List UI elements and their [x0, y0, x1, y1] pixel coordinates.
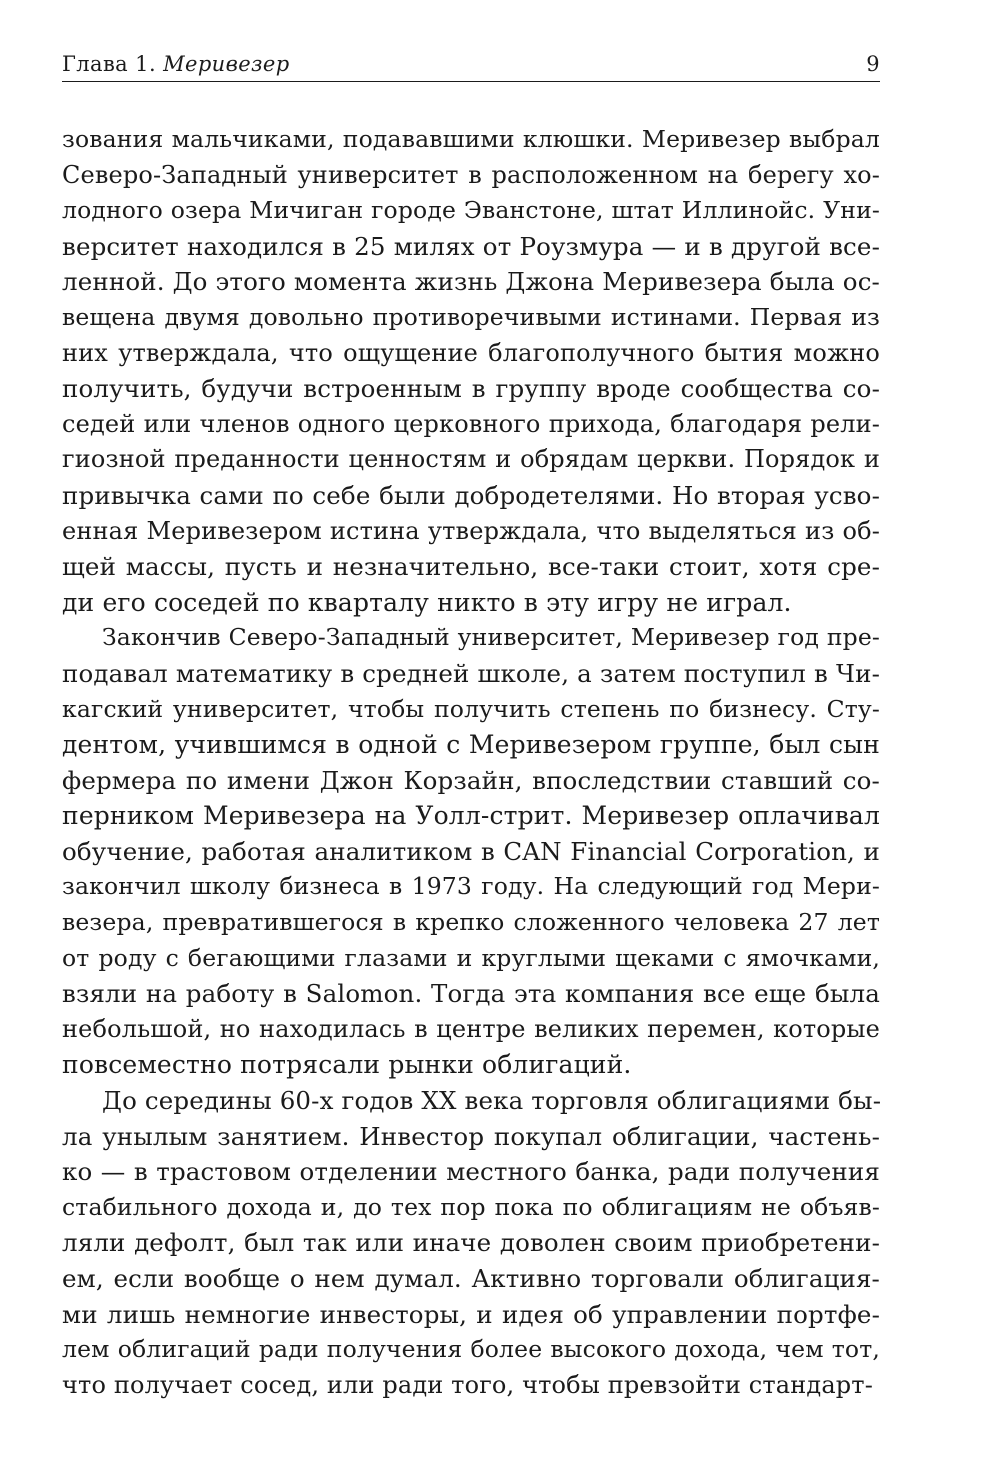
text-line: перником Меривезера на Уолл-стрит. Меривезер оплачивал	[62, 801, 880, 831]
text-line: дентом, учившимся в одной с Меривезером группе, был сын	[62, 730, 880, 760]
page-number: 9	[866, 52, 880, 76]
text-line: лодного озера Мичиган городе Эванстоне, штат Иллинойс. Уни-	[62, 196, 880, 225]
text-line: Северо-Западный университет в расположенном на берегу хо-	[62, 160, 880, 189]
text-line: подавал математику в средней школе, а затем поступил в Чи-	[62, 658, 880, 688]
paragraph	[62, 122, 880, 620]
text-line: стабильного дохода и, до тех пор пока по облигациям не объяв-	[62, 1192, 880, 1221]
text-line: закончил школу бизнеса в 1973 году. На следующий год Мери-	[62, 872, 880, 901]
chapter-title: Меривезер	[163, 52, 290, 76]
text-line: верситет находился в 25 милях от Роузмура — и в другой все-	[62, 231, 880, 261]
text-line: гиозной преданности ценностям и обрядам церкви. Порядок и	[62, 445, 880, 474]
text-line: ла унылым занятием. Инвестор покупал облигации, частень-	[62, 1121, 880, 1151]
text-line: что получает сосед, или ради того, чтобы превзойти стандарт-	[62, 1370, 873, 1399]
text-line: кагский университет, чтобы получить степень по бизнесу. Сту-	[62, 694, 880, 723]
text-line: енная Меривезером истина утверждала, что выделяться из об-	[62, 516, 880, 545]
paragraph	[62, 1083, 880, 1403]
chapter-heading	[62, 50, 290, 78]
text-line: везера, превратившегося в крепко сложенного человека 27 лет	[62, 908, 880, 937]
text-line: ми лишь немногие инвесторы, и идея об управлении портфе-	[62, 1299, 880, 1329]
text-line: вещена двумя довольно противоречивыми истинами. Первая из	[62, 302, 880, 331]
text-line: ем, если вообще о нем думал. Активно торговали облигация-	[62, 1264, 880, 1293]
text-line: щей массы, пусть и незначительно, все-таки стоит, хотя сре-	[62, 552, 880, 582]
text-line: ко — в трастовом отделении местного банка, ради получения	[62, 1157, 880, 1187]
text-line: них утверждала, что ощущение благополучного бытия можно	[62, 338, 880, 367]
text-line: До середины 60-х годов XX века торговля облигациями бы-	[102, 1086, 882, 1116]
text-line: лем облигаций ради получения более высокого дохода, чем тот,	[62, 1335, 880, 1364]
text-line: зования мальчиками, подававшими клюшки. Меривезер выбрал	[62, 125, 880, 153]
text-line: повсеместно потрясали рынки облигаций.	[62, 1050, 632, 1080]
text-line: фермера по имени Джон Корзайн, впоследствии ставший со-	[62, 765, 880, 795]
text-line: взяли на работу в Salomon. Тогда эта компания все еще была	[62, 979, 880, 1009]
text-line: обучение, работая аналитиком в CAN Financial Corporation, и	[62, 836, 880, 866]
text-line: Закончив Северо-Западный университет, Меривезер год пре-	[102, 623, 880, 652]
text-line: от роду с бегающими глазами и круглыми щеками с ямочками,	[62, 943, 880, 972]
body-text	[62, 122, 880, 1403]
book-page	[62, 50, 880, 1403]
chapter-prefix: Глава 1.	[62, 52, 157, 76]
paragraph	[62, 620, 880, 1083]
text-line: небольшой, но находилась в центре великих перемен, которые	[62, 1014, 880, 1043]
text-line: ляли дефолт, был так или иначе доволен своим приобретени-	[62, 1228, 880, 1258]
text-line: привычка сами по себе были добродетелями. Но вторая усво-	[62, 480, 880, 510]
running-header	[62, 50, 880, 82]
text-line: получить, будучи встроенным в группу вроде сообщества со-	[62, 374, 880, 404]
text-line: ди его соседей по кварталу никто в эту игру не играл.	[62, 587, 792, 617]
text-line: седей или членов одного церковного прихода, благодаря рели-	[62, 409, 880, 438]
text-line: ленной. До этого момента жизнь Джона Меривезера была ос-	[62, 267, 880, 297]
